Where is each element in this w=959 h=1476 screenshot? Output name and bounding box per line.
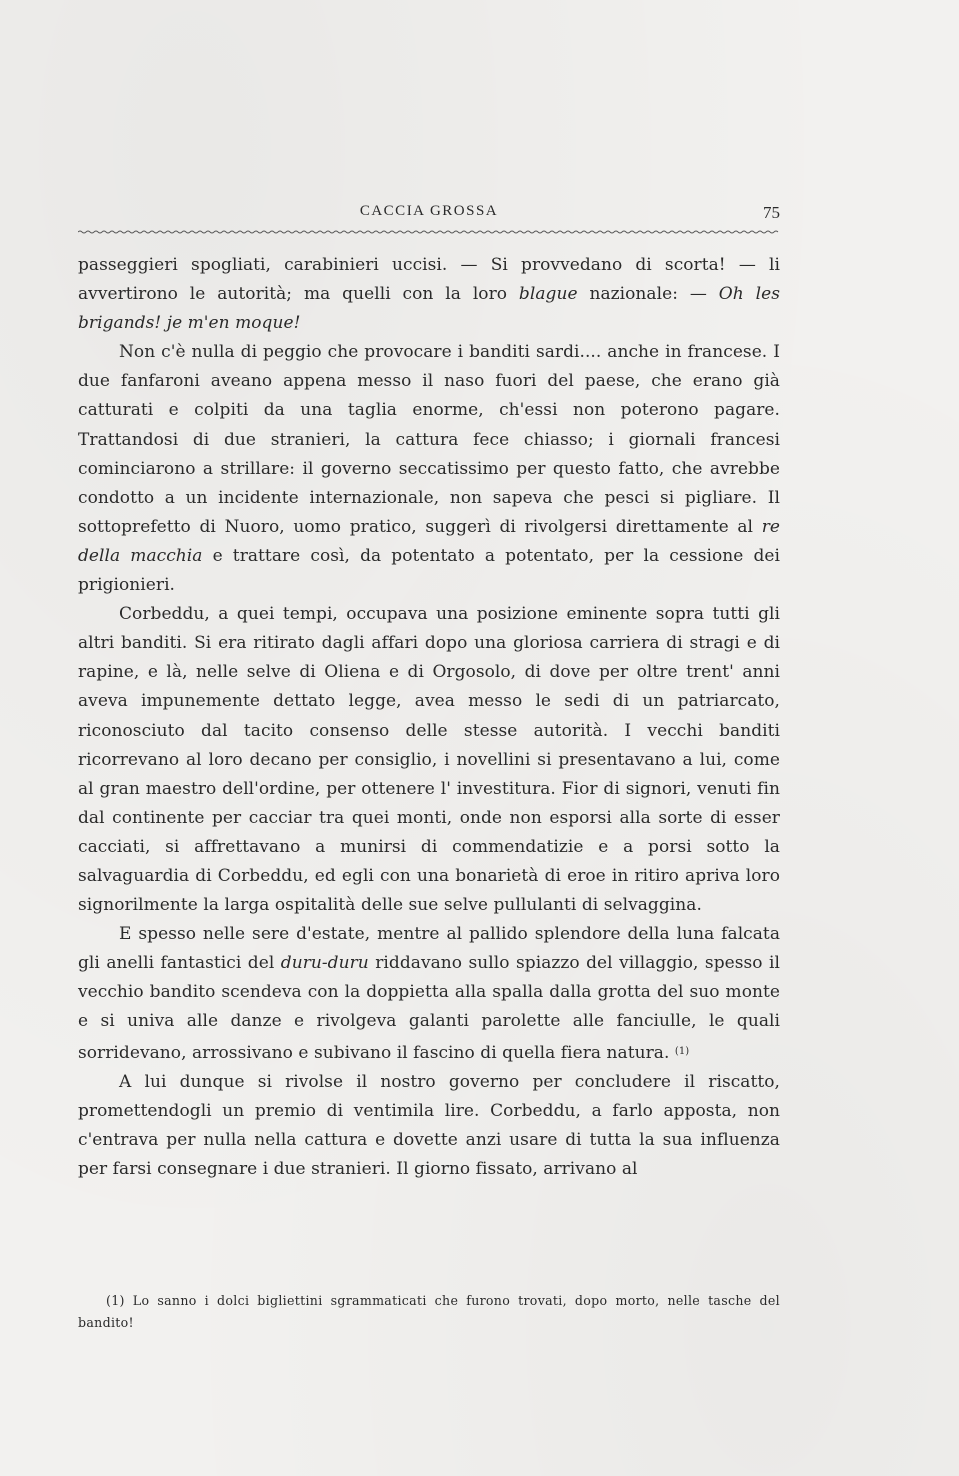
p2-italic: re della macchia <box>78 516 780 566</box>
p3-text: Corbeddu, a quei tempi, occupava una posizione eminente sopra tutti gli altri banditi. Si era ritirato dagli affari dopo una gloriosa carriera di stragi e di rapine, e là, nelle selve di Oliena e di Orgosolo, di dove per oltre trent' anni aveva impunemente dettato legge, avea messo le sedi di un patriarcato, riconosciuto dal tacito consenso delle stesse autorità. I vecchi banditi ricorrevano al loro decano per consiglio, i novellini si presentavano a lui, come al gran maestro dell'ordine, per ottenere l' investitura. Fior di signori, venuti fin dal continente per cacciar tra quei monti, onde non esporsi alla sorte di esser cacciati, si affrettavano a munirsi di commendatizie e a porsi sotto la salvaguardia di Corbeddu, ed egli con una bonarietà di eroe in ritiro apriva loro signorilmente la larga ospitalità delle sue selve pullulanti di selvaggina. <box>78 604 780 916</box>
paragraph-1 <box>78 251 780 338</box>
p4-text-a: E spesso nelle sere d'estate, mentre al pallido splendore della luna falcata gli anelli fantastici del <box>78 924 780 974</box>
p4-italic: duru-duru <box>280 953 369 974</box>
p1-italic-quote: Oh les brigands! je m'en moque! <box>78 284 780 334</box>
paragraph-3 <box>78 600 780 920</box>
p1-text-b: nazionale: — <box>577 284 719 305</box>
p2-text-b: e trattare così, da potentato a potentato, per la cessione dei prigionieri. <box>78 545 780 596</box>
footnote-mark: (1) <box>106 1293 125 1308</box>
p1-text-a: passeggieri spogliati, carabinieri uccisi. — Si provvedano di scorta! — li avvertirono le autorità; ma quelli con la loro <box>78 255 780 305</box>
footnote <box>78 1290 780 1334</box>
paragraph-5 <box>78 1068 780 1184</box>
running-head <box>78 203 780 233</box>
p2-text-a: Non c'è nulla di peggio che provocare i banditi sardi.... anche in francese. I due fanfaroni aveano appena messo il naso fuori del paese, che erano già catturati e colpiti da una taglia enorme, ch'essi non poterono pagare. Trattandosi di due stranieri, la cattura fece chiasso; i giornali francesi cominciarono a strillare: il governo seccatissimo per questo fatto, che avrebbe condotto a un incidente internazionale, non sapeva che pesci si pigliare. Il sottoprefetto di Nuoro, uomo pratico, suggerì di rivolgersi direttamente al <box>78 342 780 537</box>
wavy-rule-line <box>78 231 778 233</box>
p5-text: A lui dunque si rivolse il nostro governo per concludere il riscatto, promettendogli un premio di ventimila lire. Corbeddu, a farlo apposta, non c'entrava per nulla nella cattura e dovette anzi usare di tutta la sua influenza per farsi consegnare i due stranieri. Il giorno fissato, arrivano al <box>78 1071 780 1179</box>
wavy-header-rule <box>78 230 780 234</box>
body-text <box>78 251 780 1184</box>
footnote-reference: (1) <box>674 1045 690 1057</box>
paragraph-2 <box>78 338 780 600</box>
page-number: 75 <box>763 203 780 222</box>
footnote-text: Lo sanno i dolci bigliettini sgrammaticati che furono trovati, dopo morto, nelle tasche del bandito! <box>78 1293 780 1330</box>
p1-italic-blague: blague <box>518 284 578 305</box>
paragraph-4 <box>78 920 780 1067</box>
running-title: CACCIA GROSSA <box>359 203 499 219</box>
p4-text-b: riddavano sullo spiazzo del villaggio, spesso il vecchio bandito scendeva con la doppietta alla spalla dalla grotta del suo monte e si univa alle danze e rivolgeva galanti parolette alle fanciulle, le quali sorridevano, arrossivano e subivano il fascino di quella fiera natura. <box>78 953 781 1063</box>
